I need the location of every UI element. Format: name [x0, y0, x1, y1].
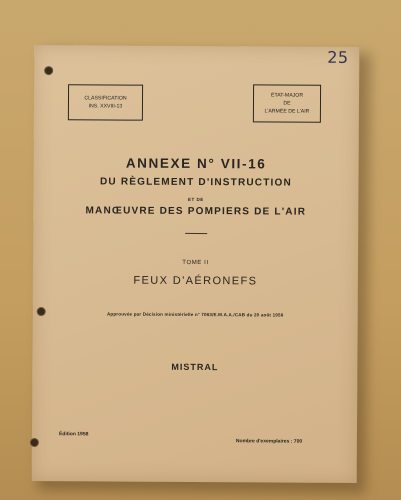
manoeuvre-title: MANŒUVRE DES POMPIERS DE L'AIR [85, 205, 307, 218]
etat-major-line2: DE [283, 100, 291, 107]
annexe-title: ANNEXE N° VII-16 [125, 155, 267, 172]
title-divider [185, 233, 207, 234]
tome-label: TOME II [182, 259, 209, 267]
approval-note: Approuvée par Décision ministérielle n° 7083/E.M.A.A./CAB du 20 août 1958 [106, 311, 284, 318]
punch-hole-top [44, 66, 53, 75]
etat-major-line1: ÉTAT-MAJOR [270, 91, 304, 99]
classification-code: INS. XXVIII-13 [88, 103, 123, 110]
classification-label: CLASSIFICATION [84, 95, 127, 102]
classification-box [68, 84, 143, 120]
etat-major-line3: L'ARMÉE DE L'AIR [264, 108, 310, 115]
subject-title: FEUX D'AÉRONEFS [133, 274, 258, 288]
publisher-name: MISTRAL [171, 361, 219, 373]
copies-count: Nombre d'exemplaires : 700 [235, 438, 303, 445]
handwritten-page-number: 25 [327, 47, 349, 67]
reglement-title: DU RÈGLEMENT D'INSTRUCTION [99, 176, 292, 189]
document-page [32, 45, 360, 483]
edition-year: Édition 1958 [58, 431, 89, 438]
punch-hole-bottom [30, 438, 39, 447]
et-de-connector: ET DE [187, 196, 204, 203]
etat-major-box [253, 84, 321, 122]
